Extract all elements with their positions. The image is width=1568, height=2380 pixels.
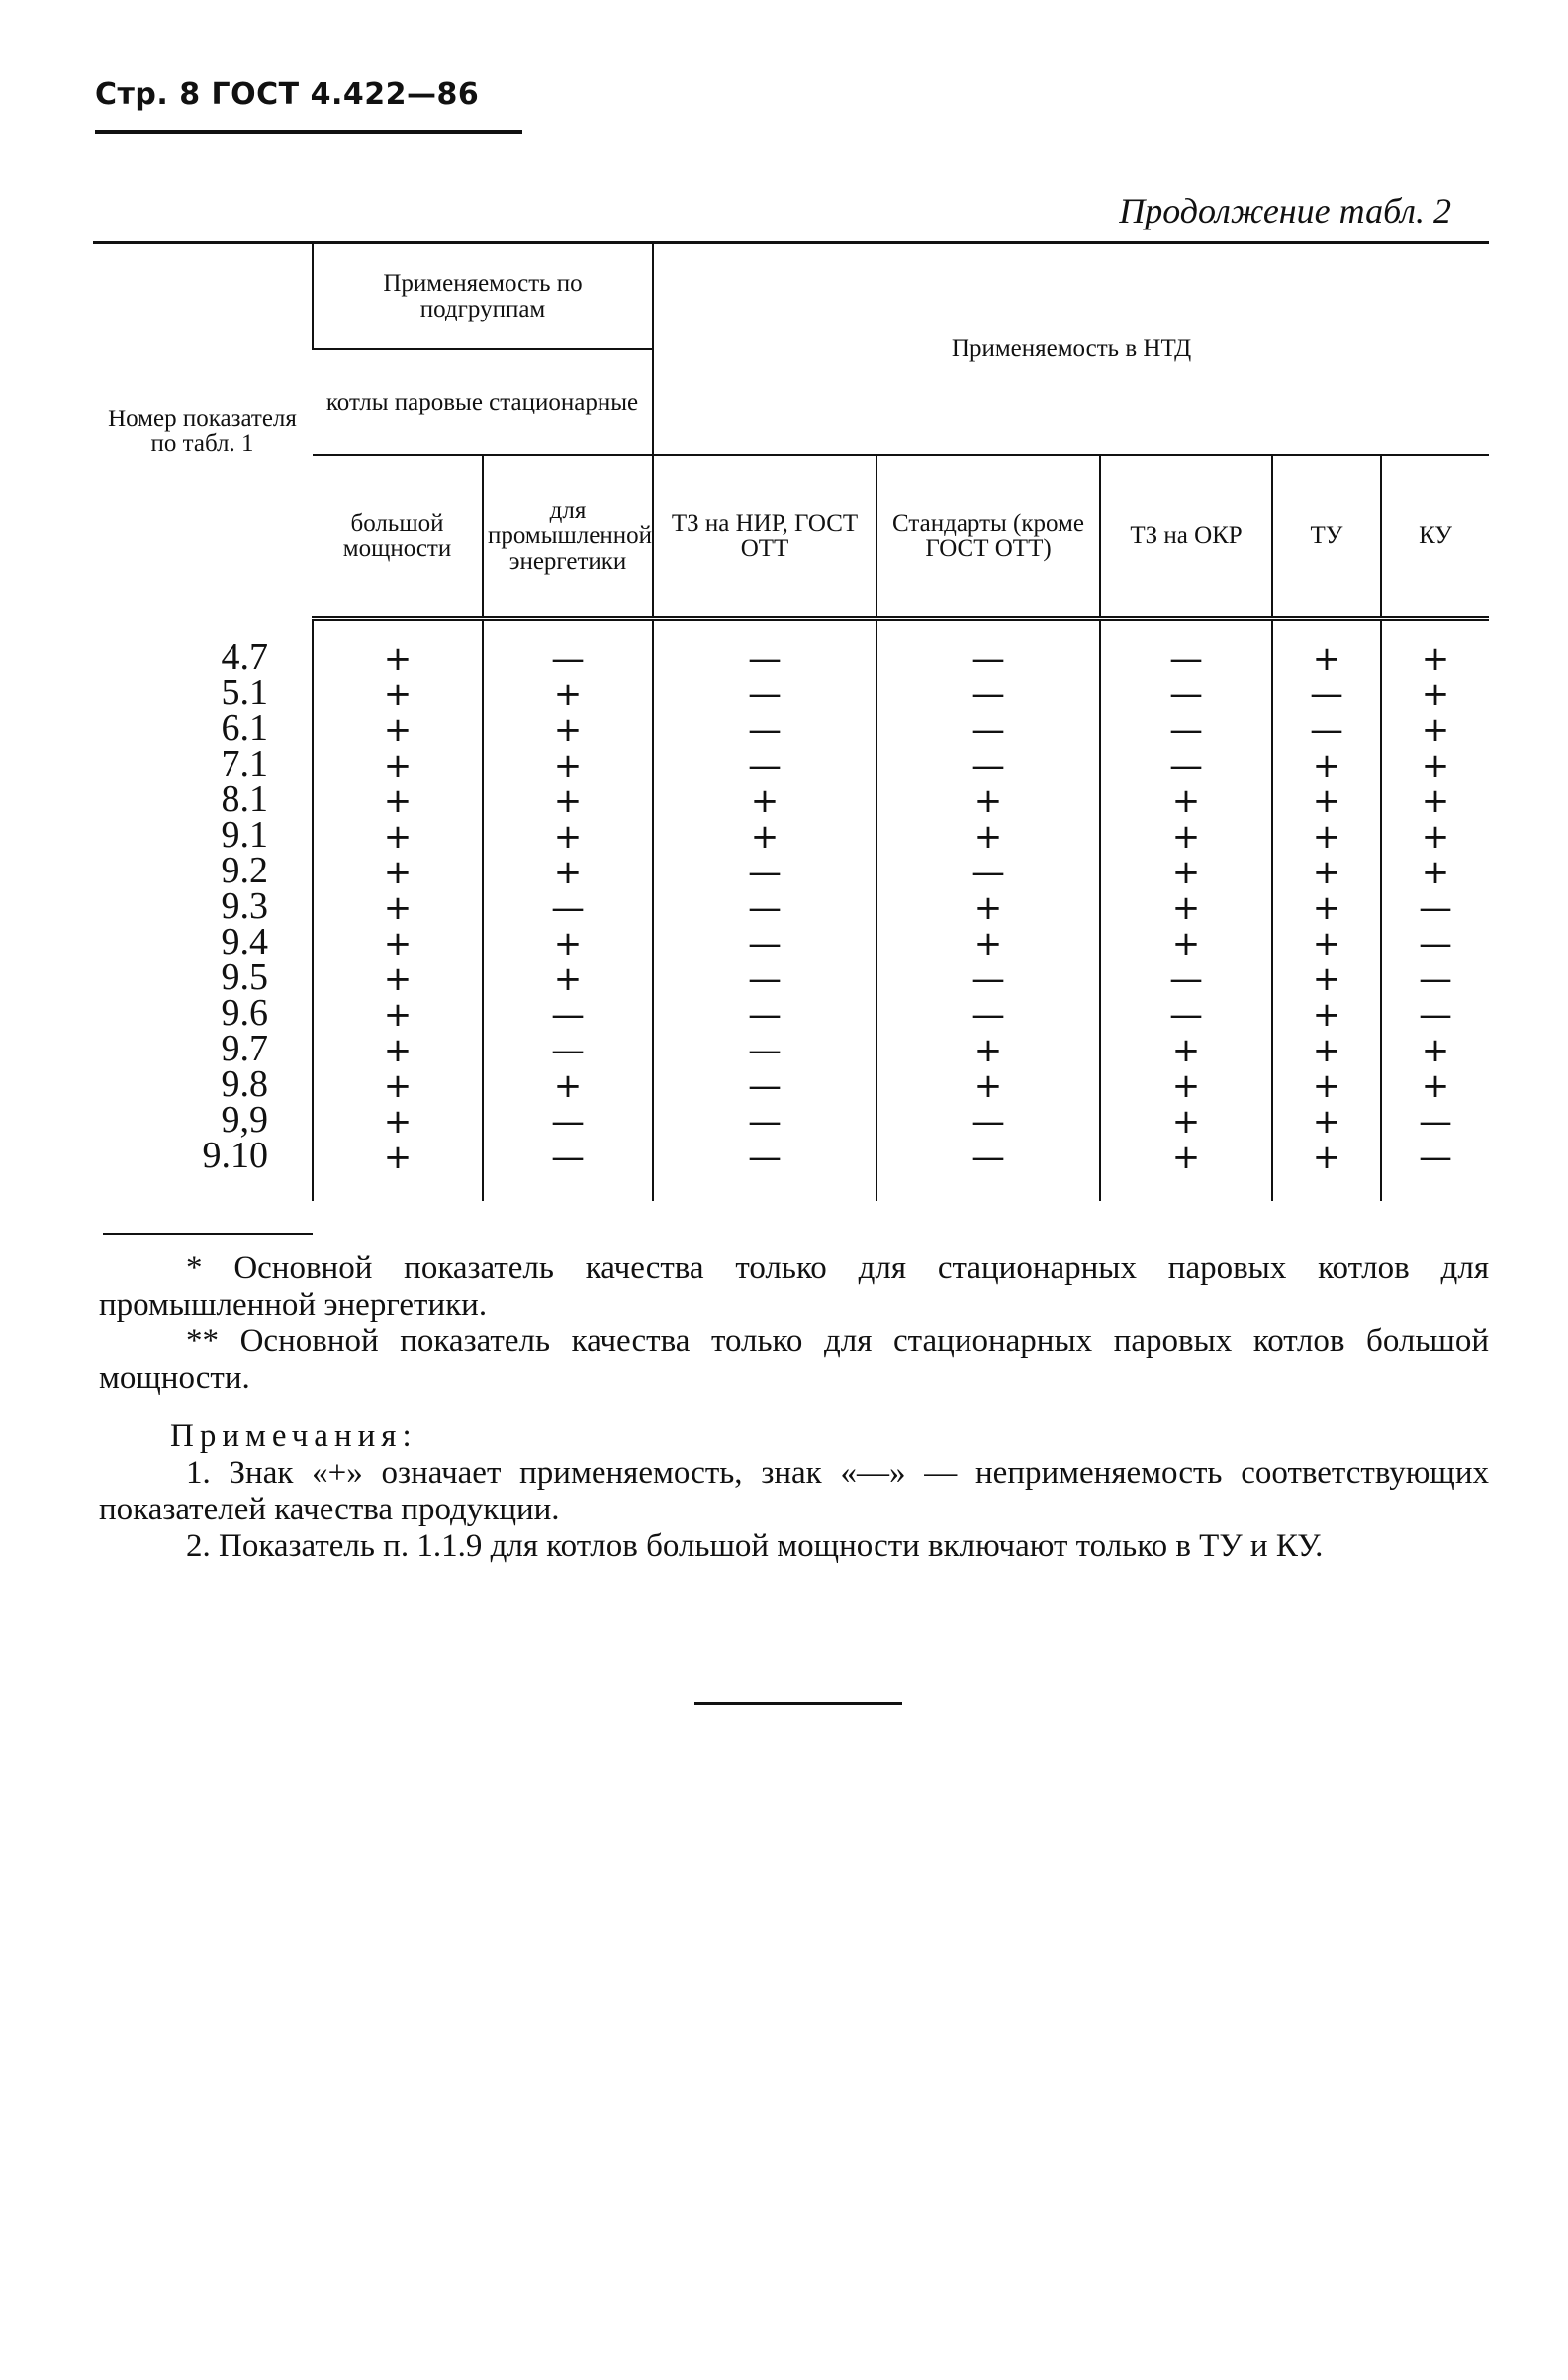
- indicator-number: 9.1: [221, 813, 268, 856]
- indicator-number: 6.1: [221, 706, 268, 749]
- applicability-mark: —: [1310, 675, 1344, 714]
- column-standards: [876, 619, 1100, 1202]
- column-tz-okr: [1100, 619, 1272, 1202]
- header-rule: [95, 130, 522, 134]
- group-header-ntd: Применяемость в НТД: [653, 243, 1489, 456]
- subgroup-header-boilers: котлы паровые стационарные: [313, 349, 653, 455]
- applicability-mark: —: [1419, 888, 1453, 928]
- applicability-mark: —: [1169, 675, 1204, 714]
- applicability-mark: +: [383, 1138, 413, 1177]
- applicability-table-container: [93, 241, 1489, 1201]
- col-header-tz-nir: ТЗ на НИР, ГОСТ ОТТ: [653, 455, 876, 619]
- applicability-mark: +: [973, 924, 1003, 963]
- applicability-mark: +: [1312, 853, 1341, 892]
- applicability-mark: +: [383, 1031, 413, 1070]
- table-body: [93, 619, 1489, 1202]
- applicability-mark: +: [1421, 1066, 1450, 1106]
- applicability-mark: +: [1312, 960, 1341, 999]
- applicability-mark: +: [973, 1066, 1003, 1106]
- applicability-mark: —: [971, 995, 1006, 1035]
- applicability-mark: —: [971, 960, 1006, 999]
- applicability-mark: +: [1421, 781, 1450, 821]
- indicator-number: 8.1: [221, 778, 268, 820]
- page-header: Стр. 8 ГОСТ 4.422—86: [95, 77, 480, 112]
- applicability-mark: —: [748, 1138, 783, 1177]
- applicability-mark: +: [1171, 924, 1201, 963]
- applicability-mark: —: [748, 888, 783, 928]
- applicability-mark: +: [1421, 817, 1450, 857]
- indicator-number: 9.8: [221, 1062, 268, 1105]
- applicability-mark: +: [383, 781, 413, 821]
- applicability-mark: +: [383, 746, 413, 785]
- applicability-mark: +: [383, 960, 413, 999]
- applicability-mark: +: [553, 746, 583, 785]
- table-data-row: [93, 619, 1489, 1202]
- applicability-mark: —: [748, 995, 783, 1035]
- applicability-mark: +: [1421, 853, 1450, 892]
- applicability-mark: +: [1171, 1102, 1201, 1142]
- indicator-number: 9.4: [221, 920, 268, 962]
- col-header-indicator: Номер показателя по табл. 1: [93, 243, 313, 619]
- applicability-mark: +: [1421, 675, 1450, 714]
- applicability-mark: —: [748, 853, 783, 892]
- applicability-mark: +: [383, 1102, 413, 1142]
- applicability-mark: —: [748, 1066, 783, 1106]
- applicability-mark: —: [1419, 1138, 1453, 1177]
- applicability-mark: +: [553, 781, 583, 821]
- col-header-large-capacity: большой мощности: [313, 455, 483, 619]
- applicability-mark: —: [748, 924, 783, 963]
- applicability-mark: +: [973, 817, 1003, 857]
- applicability-mark: +: [383, 888, 413, 928]
- group-header-subgroups: Применяемость по подгруппам: [313, 243, 653, 350]
- applicability-mark: —: [748, 639, 783, 679]
- applicability-mark: +: [383, 1066, 413, 1106]
- applicability-mark: —: [551, 1031, 585, 1070]
- applicability-mark: —: [1169, 960, 1204, 999]
- applicability-mark: —: [971, 675, 1006, 714]
- applicability-table: [93, 241, 1489, 1201]
- applicability-mark: +: [1171, 1031, 1201, 1070]
- applicability-mark: +: [750, 817, 780, 857]
- col-header-standards: Стандарты (кроме ГОСТ ОТТ): [876, 455, 1100, 619]
- applicability-mark: +: [973, 1031, 1003, 1070]
- applicability-mark: +: [1171, 1138, 1201, 1177]
- applicability-mark: +: [553, 817, 583, 857]
- applicability-mark: +: [1171, 1066, 1201, 1106]
- applicability-mark: +: [1171, 888, 1201, 928]
- applicability-mark: —: [1169, 746, 1204, 785]
- applicability-mark: +: [1312, 1031, 1341, 1070]
- footnote-2: ** Основной показатель качества только для стационарных паровых котлов большой мощности.: [99, 1323, 1489, 1396]
- column-ku: [1381, 619, 1489, 1202]
- indicator-number: 9.10: [202, 1134, 268, 1176]
- applicability-mark: —: [551, 995, 585, 1035]
- applicability-mark: —: [748, 1102, 783, 1142]
- col-header-tz-okr: ТЗ на ОКР: [1100, 455, 1272, 619]
- applicability-mark: +: [383, 710, 413, 750]
- applicability-mark: —: [748, 710, 783, 750]
- applicability-mark: +: [553, 924, 583, 963]
- applicability-mark: —: [971, 1102, 1006, 1142]
- applicability-mark: +: [1171, 853, 1201, 892]
- applicability-mark: +: [383, 853, 413, 892]
- applicability-mark: +: [1312, 746, 1341, 785]
- applicability-mark: —: [971, 1138, 1006, 1177]
- column-tu: [1272, 619, 1381, 1202]
- indicator-number: 9,9: [221, 1098, 268, 1141]
- end-rule: [694, 1702, 902, 1705]
- applicability-mark: +: [1312, 995, 1341, 1035]
- applicability-mark: —: [971, 746, 1006, 785]
- applicability-mark: —: [551, 1138, 585, 1177]
- applicability-mark: —: [1169, 995, 1204, 1035]
- applicability-mark: +: [383, 817, 413, 857]
- note-2: 2. Показатель п. 1.1.9 для котлов большой мощности включают только в ТУ и КУ.: [186, 1527, 1324, 1564]
- applicability-mark: +: [553, 960, 583, 999]
- applicability-mark: +: [973, 888, 1003, 928]
- applicability-mark: +: [1312, 1138, 1341, 1177]
- applicability-mark: —: [1419, 995, 1453, 1035]
- notes-title: Примечания:: [170, 1418, 417, 1454]
- applicability-mark: —: [1419, 1102, 1453, 1142]
- footnotes-block: [99, 1250, 1489, 1565]
- applicability-mark: +: [553, 1066, 583, 1106]
- col-header-ku: КУ: [1381, 455, 1489, 619]
- applicability-mark: +: [1421, 1031, 1450, 1070]
- column-indicator-number: [93, 619, 313, 1202]
- applicability-mark: +: [1312, 639, 1341, 679]
- footnote-1: * Основной показатель качества только для стационарных паровых котлов для промышленной энергетики.: [99, 1250, 1489, 1323]
- applicability-mark: —: [971, 639, 1006, 679]
- applicability-mark: —: [971, 710, 1006, 750]
- applicability-mark: —: [971, 853, 1006, 892]
- applicability-mark: —: [1169, 639, 1204, 679]
- applicability-mark: —: [748, 960, 783, 999]
- applicability-mark: —: [1169, 710, 1204, 750]
- applicability-mark: +: [1312, 888, 1341, 928]
- col-header-tu: ТУ: [1272, 455, 1381, 619]
- applicability-mark: +: [1421, 710, 1450, 750]
- column-tz-nir: [653, 619, 876, 1202]
- note-1: 1. Знак «+» означает применяемость, знак «—» — неприменяемость соответствующих показателей качества продукции.: [99, 1454, 1489, 1527]
- applicability-mark: +: [973, 781, 1003, 821]
- applicability-mark: +: [553, 675, 583, 714]
- indicator-number: 9.3: [221, 884, 268, 927]
- applicability-mark: +: [383, 924, 413, 963]
- applicability-mark: +: [1312, 1066, 1341, 1106]
- footnote-rule: [103, 1233, 313, 1235]
- applicability-mark: —: [551, 639, 585, 679]
- applicability-mark: +: [750, 781, 780, 821]
- applicability-mark: +: [553, 853, 583, 892]
- applicability-mark: +: [553, 710, 583, 750]
- applicability-mark: +: [383, 675, 413, 714]
- column-industrial: [483, 619, 653, 1202]
- applicability-mark: —: [1419, 924, 1453, 963]
- table-continuation-label: Продолжение табл. 2: [1119, 191, 1451, 230]
- applicability-mark: +: [1312, 924, 1341, 963]
- applicability-mark: —: [748, 1031, 783, 1070]
- applicability-mark: —: [1310, 710, 1344, 750]
- applicability-mark: +: [1171, 781, 1201, 821]
- applicability-mark: +: [383, 639, 413, 679]
- indicator-number: 4.7: [221, 635, 268, 678]
- applicability-mark: +: [383, 995, 413, 1035]
- indicator-number: 5.1: [221, 671, 268, 713]
- applicability-mark: +: [1312, 1102, 1341, 1142]
- column-large-capacity: [313, 619, 483, 1202]
- indicator-number: 9.7: [221, 1027, 268, 1069]
- applicability-mark: +: [1312, 817, 1341, 857]
- applicability-mark: —: [748, 746, 783, 785]
- applicability-mark: +: [1421, 639, 1450, 679]
- col-header-industrial: для промышленной энергетики: [483, 455, 653, 619]
- indicator-number: 9.5: [221, 956, 268, 998]
- indicator-number: 9.6: [221, 991, 268, 1034]
- applicability-mark: +: [1312, 781, 1341, 821]
- applicability-mark: +: [1421, 746, 1450, 785]
- applicability-mark: —: [748, 675, 783, 714]
- indicator-number: 7.1: [221, 742, 268, 784]
- applicability-mark: +: [1171, 817, 1201, 857]
- applicability-mark: —: [551, 888, 585, 928]
- applicability-mark: —: [1419, 960, 1453, 999]
- applicability-mark: —: [551, 1102, 585, 1142]
- indicator-number: 9.2: [221, 849, 268, 891]
